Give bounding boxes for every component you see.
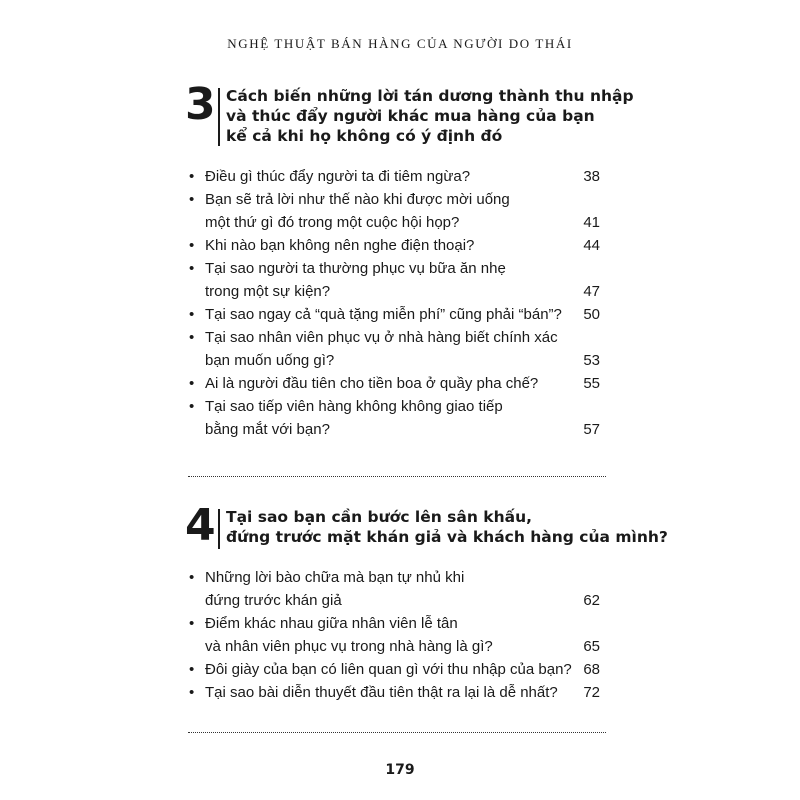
chapter-heading bbox=[185, 79, 634, 165]
toc-entry bbox=[185, 395, 605, 441]
chapter-4-section bbox=[185, 500, 668, 704]
toc-page-number: 50 bbox=[583, 306, 600, 323]
toc-entry-list bbox=[185, 566, 605, 704]
toc-entry-text: và nhân viên phục vụ trong nhà hàng là gì? bbox=[205, 638, 493, 655]
toc-page-number: 68 bbox=[583, 661, 600, 678]
chapter-3-section bbox=[185, 79, 634, 441]
chapter-title-line: Tại sao bạn cần bước lên sân khấu, bbox=[226, 508, 532, 526]
toc-entry bbox=[185, 234, 605, 257]
toc-entry-text: trong một sự kiện? bbox=[205, 283, 331, 300]
toc-entry bbox=[185, 372, 605, 395]
bullet-icon: • bbox=[189, 168, 195, 185]
bullet-icon: • bbox=[189, 237, 195, 254]
page-number: 179 bbox=[385, 762, 415, 778]
toc-entry-text: Những lời bào chữa mà bạn tự nhủ khi bbox=[205, 569, 465, 586]
toc-entry bbox=[185, 303, 605, 326]
chapter-title-line: đứng trước mặt khán giả và khách hàng của mình? bbox=[226, 528, 668, 546]
toc-page-number: 62 bbox=[583, 592, 600, 609]
toc-entry bbox=[185, 165, 605, 188]
toc-entry bbox=[185, 658, 605, 681]
toc-entry bbox=[185, 566, 605, 612]
toc-page-number: 55 bbox=[583, 375, 600, 392]
toc-entry bbox=[185, 326, 605, 372]
bullet-icon: • bbox=[189, 398, 195, 415]
toc-entry-text: một thứ gì đó trong một cuộc hội họp? bbox=[205, 214, 460, 231]
toc-entry-text: Khi nào bạn không nên nghe điện thoại? bbox=[205, 237, 475, 254]
dotted-separator bbox=[188, 732, 606, 733]
toc-entry-text: đứng trước khán giả bbox=[205, 592, 342, 609]
toc-entry-text: bạn muốn uống gì? bbox=[205, 352, 335, 369]
toc-entry-text: Tại sao tiếp viên hàng không không giao tiếp bbox=[205, 398, 503, 415]
toc-entry-text: Tại sao người ta thường phục vụ bữa ăn nhẹ bbox=[205, 260, 506, 277]
bullet-icon: • bbox=[189, 615, 195, 632]
bullet-icon: • bbox=[189, 260, 195, 277]
toc-page-number: 44 bbox=[583, 237, 600, 254]
toc-entry bbox=[185, 257, 605, 303]
toc-entry-text: Điểm khác nhau giữa nhân viên lễ tân bbox=[205, 615, 458, 632]
bullet-icon: • bbox=[189, 684, 195, 701]
chapter-heading bbox=[185, 500, 668, 566]
bullet-icon: • bbox=[189, 375, 195, 392]
chapter-title-line: kể cả khi họ không có ý định đó bbox=[226, 127, 503, 145]
chapter-divider-bar bbox=[218, 88, 220, 146]
chapter-divider-bar bbox=[218, 509, 220, 549]
toc-entry-text: Ai là người đầu tiên cho tiền boa ở quầy pha chế? bbox=[205, 375, 539, 392]
toc-page-number: 57 bbox=[583, 421, 600, 438]
bullet-icon: • bbox=[189, 191, 195, 208]
chapter-title bbox=[226, 507, 668, 547]
toc-entry-text: Điều gì thúc đẩy người ta đi tiêm ngừa? bbox=[205, 168, 471, 185]
toc-entry bbox=[185, 681, 605, 704]
chapter-title-line: Cách biến những lời tán dương thành thu nhập bbox=[226, 87, 634, 105]
toc-page-number: 65 bbox=[583, 638, 600, 655]
chapter-number: 4 bbox=[185, 500, 216, 551]
bullet-icon: • bbox=[189, 661, 195, 678]
toc-page-number: 72 bbox=[583, 684, 600, 701]
toc-page-number: 38 bbox=[583, 168, 600, 185]
toc-entry-text: bằng mắt với bạn? bbox=[205, 421, 330, 438]
bullet-icon: • bbox=[189, 569, 195, 586]
dotted-separator bbox=[188, 476, 606, 477]
toc-entry-text: Tại sao bài diễn thuyết đầu tiên thật ra lại là dễ nhất? bbox=[205, 684, 558, 701]
toc-entry-text: Đôi giày của bạn có liên quan gì với thu nhập của bạn? bbox=[205, 661, 572, 678]
toc-entry-list bbox=[185, 165, 605, 441]
chapter-title bbox=[226, 86, 634, 146]
toc-page-number: 41 bbox=[583, 214, 600, 231]
toc-page-number: 47 bbox=[583, 283, 600, 300]
toc-entry-text: Tại sao ngay cả “quà tặng miễn phí” cũng phải “bán”? bbox=[205, 306, 562, 323]
toc-entry-text: Tại sao nhân viên phục vụ ở nhà hàng biết chính xác bbox=[205, 329, 558, 346]
toc-entry bbox=[185, 612, 605, 658]
chapter-number: 3 bbox=[185, 79, 216, 130]
toc-entry-text: Bạn sẽ trả lời như thế nào khi được mời uống bbox=[205, 191, 510, 208]
bullet-icon: • bbox=[189, 329, 195, 346]
toc-entry bbox=[185, 188, 605, 234]
toc-page-number: 53 bbox=[583, 352, 600, 369]
running-head: NGHỆ THUẬT BÁN HÀNG CỦA NGƯỜI DO THÁI bbox=[227, 36, 573, 51]
bullet-icon: • bbox=[189, 306, 195, 323]
chapter-title-line: và thúc đẩy người khác mua hàng của bạn bbox=[226, 107, 595, 125]
